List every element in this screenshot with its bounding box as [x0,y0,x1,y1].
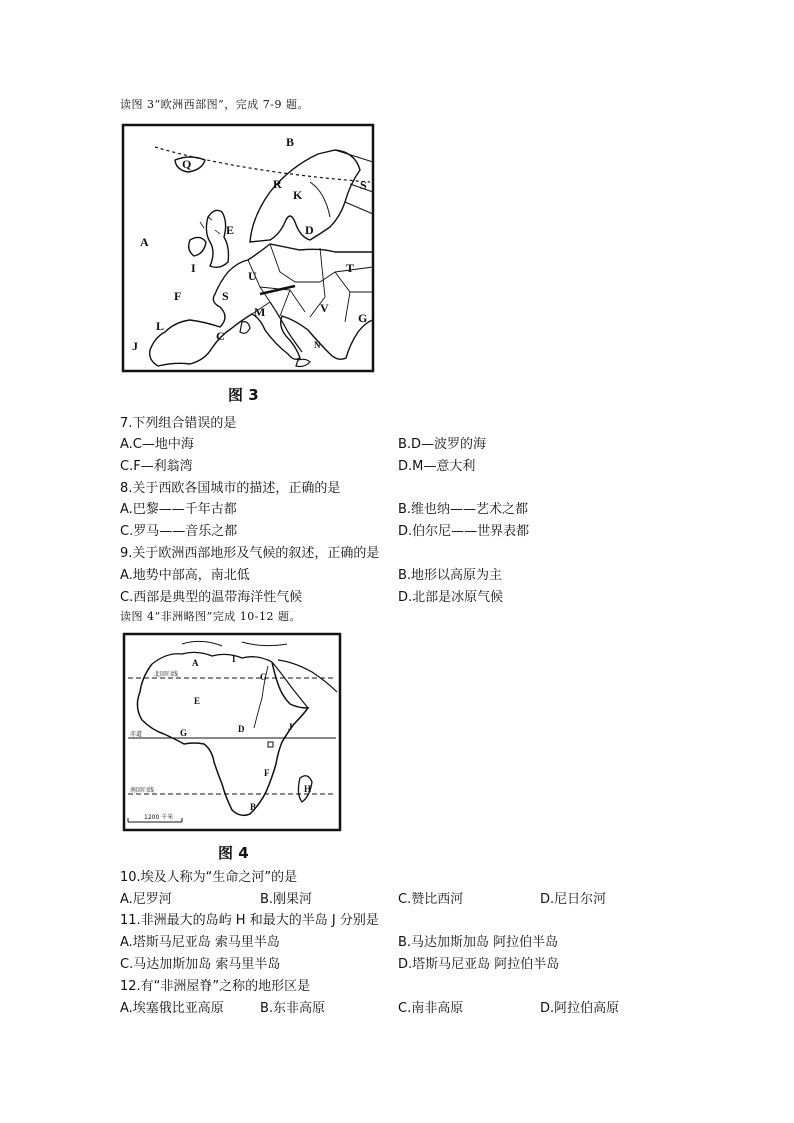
label-s-south: S [222,289,229,303]
label-c: C [216,329,225,343]
q10-option-b[interactable]: B.刚果河 [260,892,313,907]
q10-option-c[interactable]: C.赞比西河 [398,892,464,907]
q8-option-b[interactable]: B.维也纳——艺术之都 [398,502,529,517]
q9-option-a[interactable]: A.地势中部高，南北低 [120,568,250,583]
q12-option-c[interactable]: C.南非高原 [398,1001,464,1016]
scale-label: 1200 千米 [144,814,174,821]
q10-option-d[interactable]: D.尼日尔河 [540,892,607,907]
label-a: A [192,658,199,668]
label-i: I [232,654,236,664]
label-j: J [132,339,138,353]
tropic-capricorn-label: 南回归线 [130,787,155,794]
q12-stem: 12.有“非洲屋脊”之称的地形区是 [120,979,311,994]
q7-option-b[interactable]: B.D—波罗的海 [398,437,487,452]
europe-map [120,122,376,374]
q9-option-b[interactable]: B.地形以高原为主 [398,568,503,583]
label-b: B [250,802,257,812]
label-q: Q [182,157,192,171]
q11-option-a[interactable]: A.塔斯马尼亚岛 索马里半岛 [120,935,280,950]
label-d: D [238,724,245,734]
q11-option-b[interactable]: B.马达加斯加岛 阿拉伯半岛 [398,935,559,950]
q9-option-d[interactable]: D.北部是冰原气候 [398,590,504,605]
intro-fig4: 读图 4“非洲略图”完成 10-12 题。 [120,610,301,623]
q12-option-b[interactable]: B.东非高原 [260,1001,326,1016]
q11-option-d[interactable]: D.塔斯马尼亚岛 阿拉伯半岛 [398,957,560,972]
africa-map [122,632,342,832]
label-c: C [260,672,267,682]
q12-option-d[interactable]: D.阿拉伯高原 [540,1001,620,1016]
label-f: F [264,768,270,778]
fig3-caption: 图 3 [228,386,259,404]
label-g: G [358,311,368,325]
label-a: A [140,235,149,249]
label-v: V [320,301,329,315]
label-t: T [346,261,355,275]
label-d: D [305,223,314,237]
q8-option-c[interactable]: C.罗马——音乐之都 [120,524,238,539]
q8-stem: 8.关于西欧各国城市的描述，正确的是 [120,481,341,496]
q8-option-d[interactable]: D.伯尔尼——世界表都 [398,524,530,539]
label-b: B [286,135,295,149]
q9-option-c[interactable]: C.西部是典型的温带海洋性气候 [120,590,303,605]
q10-stem: 10.埃及人称为“生命之河”的是 [120,870,298,885]
intro-fig3: 读图 3“欧洲西部图”，完成 7-9 题。 [120,98,309,111]
fig4-caption: 图 4 [218,844,249,862]
label-j: J [288,722,293,732]
q9-stem: 9.关于欧洲西部地形及气候的叙述，正确的是 [120,546,380,561]
label-n: N [314,340,321,350]
label-m: M [254,305,266,319]
label-i: I [191,261,196,275]
label-k: K [293,188,303,202]
q7-option-a[interactable]: A.C—地中海 [120,437,194,452]
q7-option-c[interactable]: C.F—利翁湾 [120,459,193,474]
label-e: E [194,696,201,706]
q10-option-a[interactable]: A.尼罗河 [120,892,172,907]
label-l: L [156,319,165,333]
q8-option-a[interactable]: A.巴黎——千年古都 [120,502,237,517]
q11-option-c[interactable]: C.马达加斯加岛 索马里半岛 [120,957,281,972]
q11-stem: 11.非洲最大的岛屿 H 和最大的半岛 J 分别是 [120,913,379,928]
label-f: F [174,289,182,303]
q7-stem: 7.下列组合错误的是 [120,416,237,431]
q7-option-d[interactable]: D.M—意大利 [398,459,476,474]
label-r: R [273,177,282,191]
label-h: H [304,784,312,794]
tropic-cancer-label: 北回归线 [154,671,179,678]
label-s-north: S [360,178,367,192]
q12-option-a[interactable]: A.埃塞俄比亚高原 [120,1001,224,1016]
equator-label: 赤道 [130,731,143,738]
label-u: U [248,269,257,283]
label-e: E [226,223,235,237]
label-g: G [180,728,188,738]
